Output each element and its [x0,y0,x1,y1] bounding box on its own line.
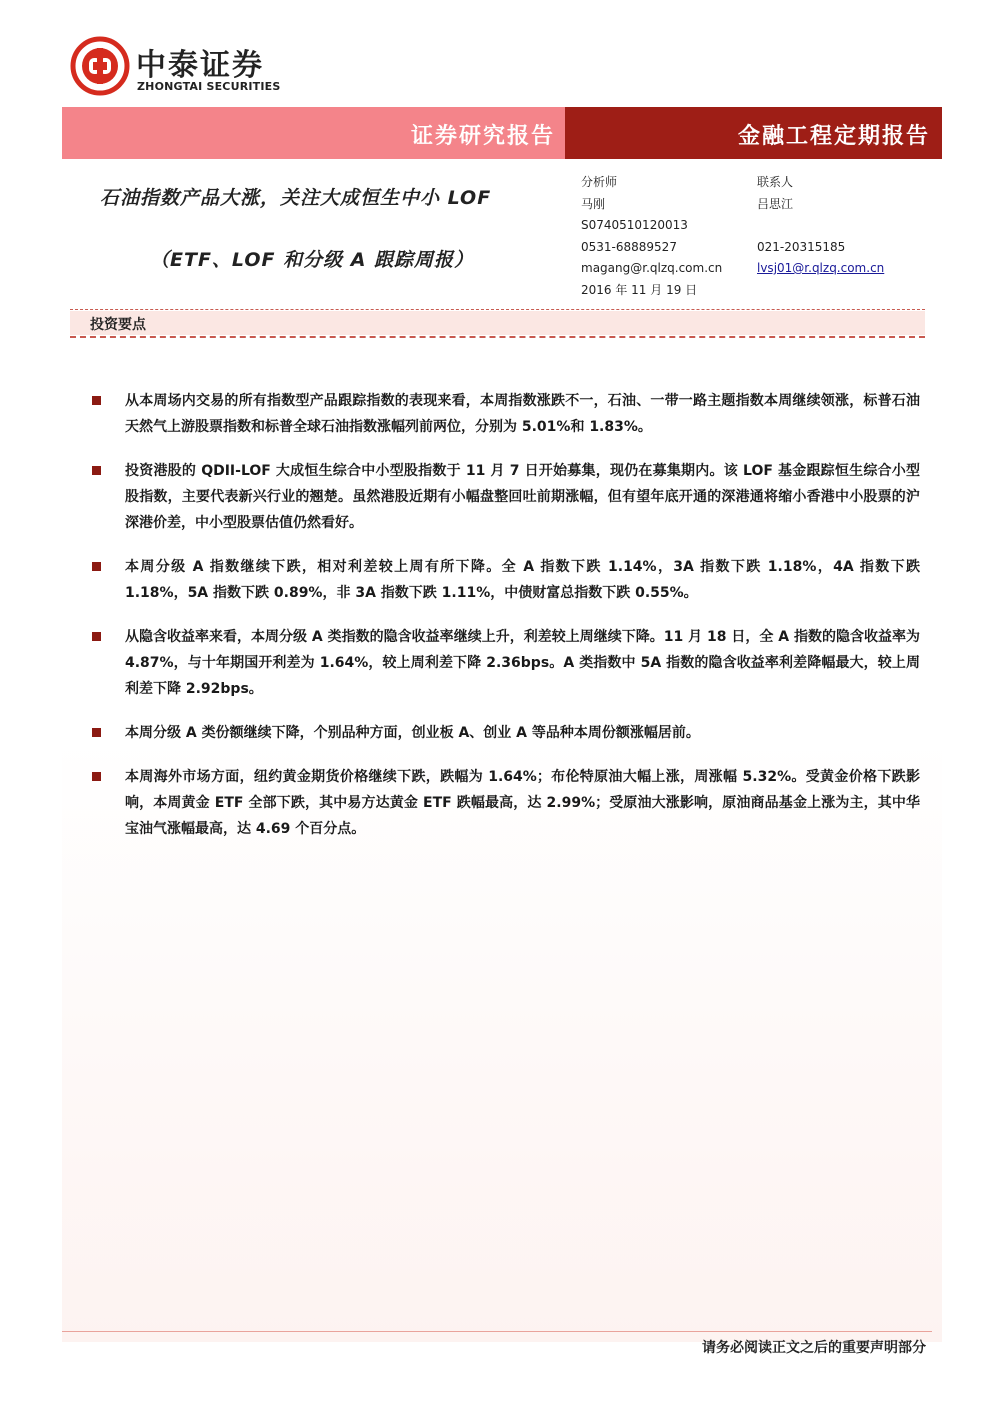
square-bullet-icon [92,466,101,475]
analyst-name: 马刚 [581,196,606,211]
analyst-info [581,172,722,301]
bullet-text: 本周分级 A 指数继续下跌，相对利差较上周有所下降。全 A 指数下跌 1.14%，3A 指数下跌 1.18%，4A 指数下跌 1.18%，5A 指数下跌 0.89%，非 3A 指数下跌 1.11%，中债财富总指数下跌 0.55%。 [125,559,920,601]
bullet-text: 投资港股的 QDII-LOF 大成恒生综合中小型股指数于 11 月 7 日开始募集，现仍在募集期内。该 LOF 基金跟踪恒生综合小型股指数，主要代表新兴行业的翘楚。虽然港股近期有小幅盘整回吐前期涨幅，但有望年底开通的深港通将缩小香港中小股票的沪深港价差，中小型股票估值仍然看好。 [125,463,920,531]
contact-phone: 021-20315185 [757,239,846,254]
bullet-text: 本周分级 A 类份额继续下降，个别品种方面，创业板 A、创业 A 等品种本周份额涨幅居前。 [125,725,700,741]
key-points-list [90,388,920,860]
contact-name: 吕思江 [757,196,794,211]
contact-info [757,172,884,280]
footer-disclaimer: 请务必阅读正文之后的重要声明部分 [702,1340,926,1356]
company-logo [70,36,310,106]
spacer [757,215,884,237]
bullet-text: 从隐含收益率来看，本周分级 A 类指数的隐含收益率继续上升，利差较上周继续下降。11 月 18 日，全 A 指数的隐含收益率为 4.87%，与十年期国开利差为 1.64%，较上周利差下降 2.36bps。A 类指数中 5A 指数的隐含收益率利差降幅最大，较上周利差下降 2.92bps。 [125,629,920,697]
contact-label: 联系人 [757,175,794,189]
contact-email-link[interactable]: lvsj01@r.qlzq.com.cn [757,261,885,275]
list-item [90,720,920,746]
list-item [90,554,920,606]
section-divider-bottom [70,336,925,338]
analyst-email: magang@r.qlzq.com.cn [581,261,723,275]
section-divider-top [70,309,925,310]
banner-right-label: 金融工程定期报告 [737,124,930,149]
report-banner [62,107,942,159]
report-subtitle: （ETF、LOF 和分级 A 跟踪周报） [150,249,475,271]
bullet-text: 本周海外市场方面，纽约黄金期货价格继续下跌，跌幅为 1.64%；布伦特原油大幅上涨，周涨幅 5.32%。受黄金价格下跌影响，本周黄金 ETF 全部下跌，其中易方达黄金 ETF 跌幅最高，达 2.99%；受原油大涨影响，原油商品基金上涨为主，其中华宝油气涨幅最高，达 4.69 个百分点。 [125,769,920,837]
list-item [90,388,920,440]
analyst-label: 分析师 [581,175,618,189]
report-title: 石油指数产品大涨，关注大成恒生中小 LOF [100,187,492,209]
square-bullet-icon [92,562,101,571]
square-bullet-icon [92,396,101,405]
zhongtai-logo-icon [70,36,130,96]
section-title: 投资要点 [90,317,146,333]
banner-report-type [62,107,565,159]
list-item [90,624,920,702]
report-date: 2016 年 11 月 19 日 [581,282,698,297]
bullet-text: 从本周场内交易的所有指数型产品跟踪指数的表现来看，本周指数涨跌不一，石油、一带一路主题指数本周继续领涨，标普石油天然气上游股票指数和标普全球石油指数涨幅列前两位，分别为 5.01%和 1.83%。 [125,393,920,435]
logo-chinese-name: 中泰证券 [136,48,264,83]
section-header-band [70,311,925,335]
square-bullet-icon [92,772,101,781]
banner-left-label: 证券研究报告 [410,124,555,149]
analyst-cert: S0740510120013 [581,218,688,232]
list-item [90,458,920,536]
list-item [90,764,920,842]
footer-divider [62,1331,932,1332]
analyst-phone: 0531-68889527 [581,239,677,254]
square-bullet-icon [92,728,101,737]
banner-report-category [565,107,942,159]
logo-english-name: ZHONGTAI SECURITIES [137,80,281,93]
square-bullet-icon [92,632,101,641]
